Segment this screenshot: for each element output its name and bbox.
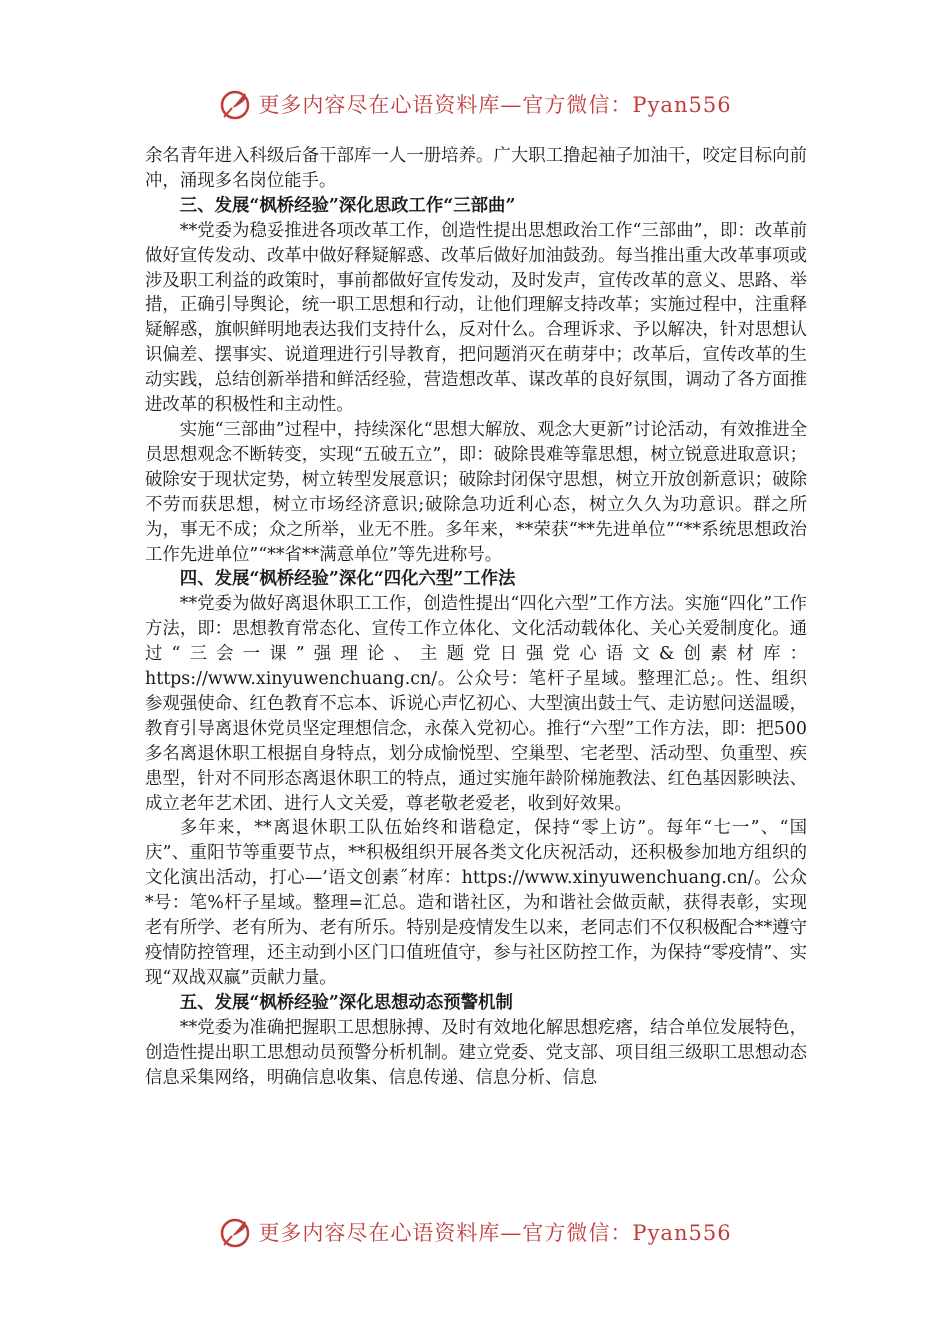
footer-banner-text: 更多内容尽在心语资料库—官方微信：Pyan556 bbox=[258, 1221, 732, 1245]
header-banner bbox=[0, 84, 950, 124]
paragraph-3-1: **党委为稳妥推进各项改革工作，创造性提出思想政治工作“三部曲”，即：改革前做好宣传发动、改革中做好释疑解惑、改革后做好加油鼓劲。每当推出重大改革事项或涉及职工利益的政策时，事前都做好宣传发动，及时发声，宣传改革的意义、思路、举措，正确引导舆论，统一职工思想和行动，让他们理解支持改革；实施过程中，注重释疑解惑，旗帜鲜明地表达我们支持什么，反对什么。合理诉求、予以解决，针对思想认识偏差、摆事实、说道理进行引导教育，把问题消灭在萌芽中；改革后，宣传改革的生动实践，总结创新举措和鲜活经验，营造想改革、谋改革的良好氛围，调动了各方面推进改革的积极性和主动性。 bbox=[145, 220, 807, 416]
paragraph-3-2: 实施“三部曲”过程中，持续深化“思想大解放、观念大更新”讨论活动，有效推进全员思想观念不断转变，实现“五破五立”，即：破除畏难等靠思想，树立锐意进取意识；破除安于现状定势，树立转型发展意识；破除封闭保守思想，树立开放创新意识；破除不劳而获思想，树立市场经济意识;破除急功近利心态，树立久久为功意识。群之所为，事无不成；众之所举，业无不胜。多年来，**荣获“**先进单位”“**系统思想政治工作先进单位”“**省**满意单位”等先进称号。 bbox=[145, 419, 807, 565]
header-banner-text: 更多内容尽在心语资料库—官方微信：Pyan556 bbox=[258, 93, 732, 117]
paragraph-5-1: **党委为准确把握职工思想脉搏、及时有效地化解思想疙瘩，结合单位发展特色，创造性提出职工思想动员预警分析机制。建立党委、党支部、项目组三级职工思想动态信息采集网络，明确信息收集、信息传递、信息分析、信息 bbox=[145, 1017, 807, 1088]
paragraph-continuation: 余名青年进入科级后备干部库一人一册培养。广大职工撸起袖子加油干，咬定目标向前冲，涌现多名岗位能手。 bbox=[145, 146, 807, 191]
section-heading-3: 三、发展“枫桥经验”深化思政工作“三部曲” bbox=[179, 195, 516, 216]
document-body bbox=[145, 144, 807, 1090]
section-heading-4: 四、发展“枫桥经验”深化“四化六型”工作法 bbox=[179, 569, 516, 590]
paragraph-4-1: **党委为做好离退休职工工作，创造性提出“四化六型”工作方法。实施“四化”工作方法，即：思想教育常态化、宣传工作立体化、文化活动载体化、关心关爱制度化。通过“三会一课”强理论、主题党日强党心语文&创素材库：https://www.xinyuwenchuang.cn/。公众号：笔杆子星域。整理汇总;。性、组织参观强使命、红色教育不忘本、诉说心声忆初心、大型演出鼓士气、走访慰问送温暖，教育引导离退休党员坚定理想信念，永葆入党初心。推行“六型”工作方法，即：把500多名离退休职工根据自身特点，划分成愉悦型、空巢型、宅老型、活动型、负重型、疾患型，针对不同形态离退休职工的特点，通过实施年龄阶梯施教法、红色基因影映法、成立老年艺术团、进行人文关爱，尊老敬老爱老，收到好效果。 bbox=[145, 594, 807, 814]
feather-logo-icon bbox=[218, 1215, 252, 1249]
paragraph-4-2: 多年来，**离退休职工队伍始终和谐稳定，保持“零上访”。每年“七一”、“国庆”、重阳节等重要节点，**积极组织开展各类文化庆祝活动，还积极参加地方组织的文化演出活动，打心—’语文创素˝材库：https://www.xinyuwenchuang.cn/。公众*号：笔%杆子星域。整理=汇总。造和谐社区，为和谐社会做贡献，获得表彰，实现老有所学、老有所为、老有所乐。特别是疫情发生以来，老同志们不仅积极配合**遵守疫情防控管理，还主动到小区门口值班值守，参与社区防控工作，为保持“零疫情”、实现“双战双赢”贡献力量。 bbox=[145, 818, 807, 988]
feather-logo-icon bbox=[218, 87, 252, 121]
footer-banner bbox=[0, 1212, 950, 1252]
section-heading-5: 五、发展“枫桥经验”深化思想动态预警机制 bbox=[179, 992, 513, 1013]
